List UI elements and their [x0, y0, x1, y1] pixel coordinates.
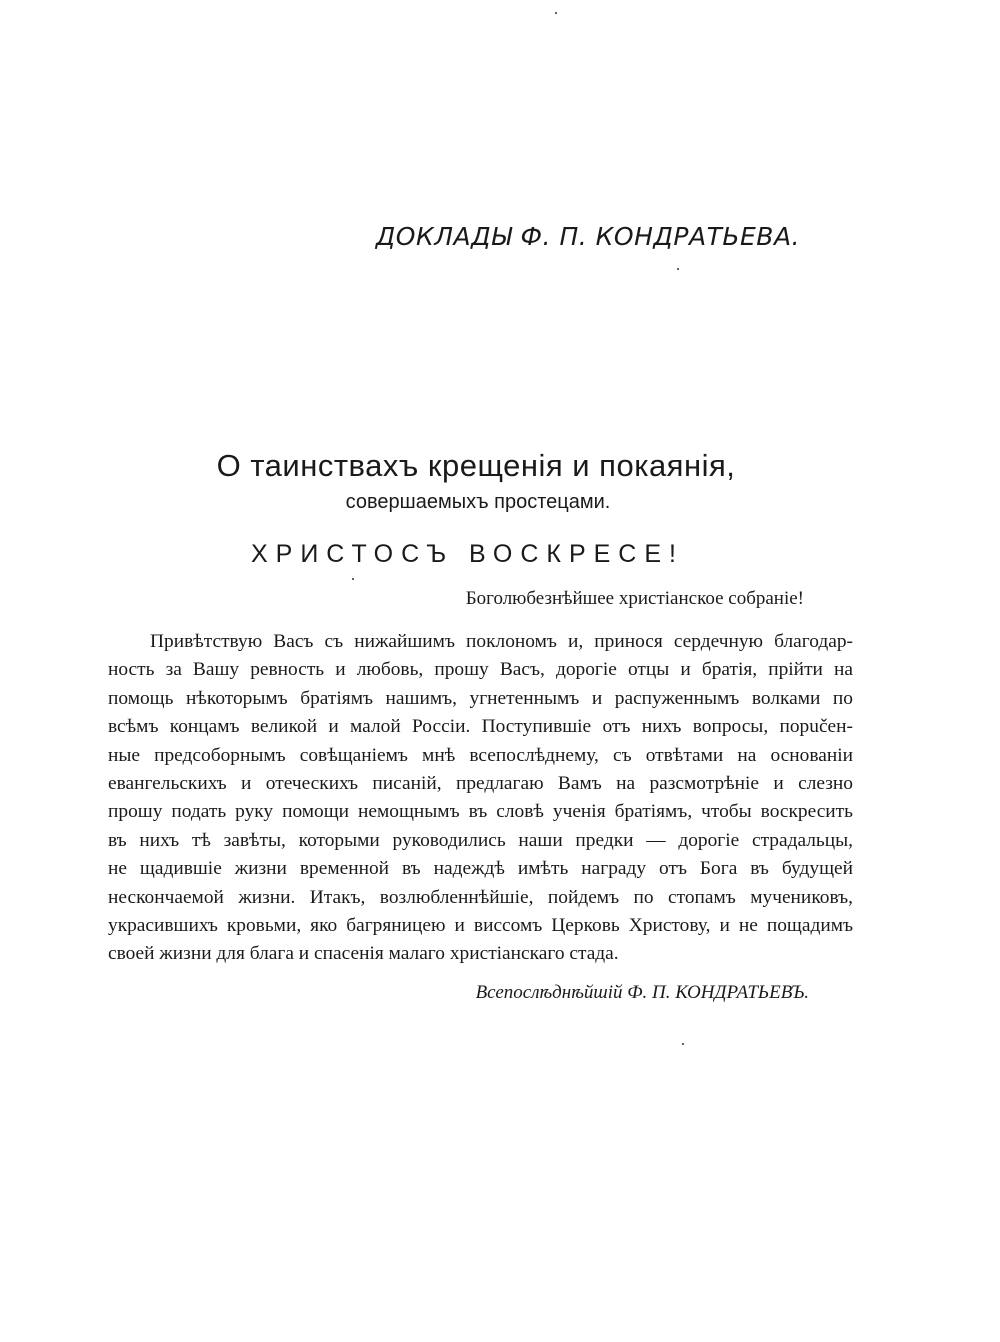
scan-speck	[682, 1043, 684, 1045]
scan-speck	[677, 268, 679, 270]
body-line: своей жизни для блага и спасенія малаго христіанскаго стада.	[108, 943, 619, 965]
body-text	[108, 628, 853, 969]
body-line: помощь нѣкоторымъ братіямъ нашимъ, угнетеннымъ и распуженнымъ волками по	[108, 687, 853, 709]
article-subtitle: совершаемыхъ простецами.	[345, 491, 611, 513]
body-line: ность за Вашу ревность и любовь, прошу Васъ, дорогіе отцы и братія, прійти на	[108, 659, 853, 681]
body-line: всѣмъ концамъ великой и малой Россіи. Поступившіе отъ нихъ вопросы, порučен-	[108, 716, 853, 738]
body-line: Привѣтствую Васъ съ нижайшимъ поклономъ и, принося сердечную благодар-	[150, 631, 853, 652]
article-title: О таинствахъ крещенія и покаянія,	[216, 448, 736, 483]
scan-speck	[352, 578, 354, 580]
scan-speck	[555, 12, 557, 14]
body-line: нескончаемой жизни. Итакъ, возлюбленнѣйшіе, пойдемъ по стопамъ мучениковъ,	[108, 886, 853, 908]
signature: Всепослѣднѣйшій Ф. П. КОНДРАТЬЕВЪ.	[475, 982, 809, 1003]
body-line: евангельскихъ и отеческихъ писаній, предлагаю Вамъ на разсмотрѣніе и слезно	[108, 772, 853, 794]
address-line: Боголюбезнѣйшее христіанское собраніе!	[465, 588, 804, 609]
body-line: украсившихъ кровьми, яко багряницею и виссомъ Церковь Христову, и не пощадимъ	[108, 914, 853, 936]
greeting-heading: ХРИСТОСЪ ВОСКРЕСЕ!	[250, 540, 684, 568]
body-line: не щадившіе жизни временной въ надеждѣ имѣть награду отъ Бога въ будущей	[108, 858, 853, 880]
document-header: ДОКЛАДЫ Ф. П. КОНДРАТЬЕВА.	[375, 222, 800, 251]
body-line: въ нихъ тѣ завѣты, которыми руководились наши предки — дорогіе страдальцы,	[108, 829, 853, 851]
body-line: ные предсоборнымъ совѣщаніемъ мнѣ всепослѣднему, съ отвѣтами на основаніи	[108, 744, 853, 766]
body-line: прошу подать руку помощи немощнымъ въ словѣ ученія братіямъ, чтобы воскресить	[108, 801, 853, 823]
